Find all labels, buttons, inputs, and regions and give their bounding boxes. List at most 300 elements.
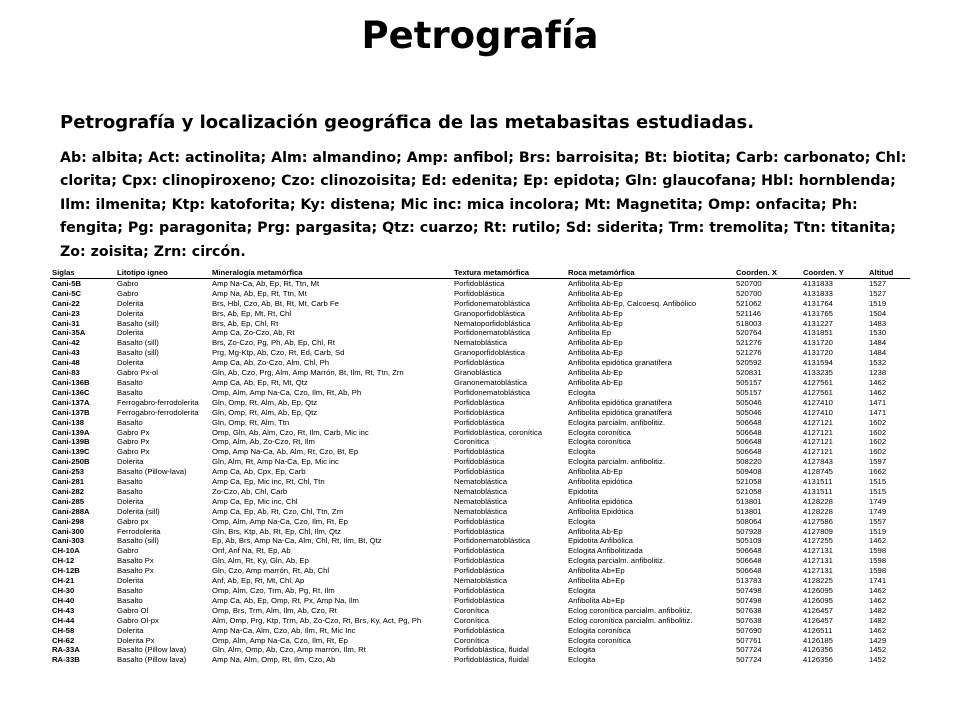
cell-litotipo: Gabro Px: [117, 447, 150, 457]
cell-coord-y: 4127561: [803, 387, 833, 397]
cell-litotipo: Basalto Px: [117, 566, 154, 576]
cell-textura: Porfidonematoblástica: [454, 328, 531, 338]
table-row: [50, 319, 910, 329]
header-coord-x: Coorden. X: [734, 268, 801, 278]
abbreviation-legend: Ab: albita; Act: actinolita; Alm: almandino; Amp: anfibol; Brs: barroisita; Bt: biotita; Carb: carbonato; Chl: clorita; Cpx: clinopiroxeno; Czo: clinozoisita; Ed: edenita; Ep: epidota; Gln: glaucofana; Hbl: hornblenda; Ilm: ilmenita; Ktp: katoforita; Ky: distena; Mic inc: mica incolora; Mt: Magnetita; Omp: onfacita; Ph: fengita; Pg: paragonita; Prg: pargasita; Qtz: cuarzo; Rt: rutilo; Sd: siderita; Trm: tremolita; Ttn: titanita; Zo: zoisita; Zrn: circón.: [60, 150, 907, 260]
cell-litotipo: Dolerita: [117, 298, 144, 308]
cell-coord-x: 521146: [736, 308, 762, 318]
table-row: [50, 428, 910, 438]
cell-roca: Eclogita coronítica: [568, 427, 631, 437]
table-row: [50, 309, 910, 319]
cell-litotipo: Basalto: [117, 586, 143, 595]
cell-altitud: 1483: [869, 318, 887, 328]
header-coord-y: Coorden. Y: [801, 268, 867, 278]
cell-coord-y: 4126511: [803, 625, 833, 635]
cell-textura: Porfidoblástica: [454, 625, 505, 635]
slide-subtitle: Petrografía y localización geográfica de las metabasitas estudiadas.: [60, 112, 755, 133]
cell-litotipo: Gabro: [117, 288, 139, 298]
cell-coord-y: 4126356: [803, 645, 833, 655]
cell-mineralogia: Omp, Brs, Trm, Alm, Ilm, Ab, Czo, Rt: [212, 605, 337, 615]
cell-litotipo: Ferrogabro-ferrodolerita: [117, 407, 199, 417]
cell-roca: Eclog coronítica parcialm. anfibolitiz.: [568, 605, 693, 615]
cell-mineralogia: Omp, Gln, Ab, Alm, Czo, Rt, Ilm, Carb, Mic inc: [212, 427, 369, 437]
cell-coord-y: 4131765: [803, 308, 833, 318]
cell-coord-y: 4131720: [803, 338, 833, 348]
cell-mineralogia: Amp Na-Ca, Ab, Ep, Rt, Ttn, Mt: [212, 278, 320, 288]
cell-roca: Anfibolita Ep: [568, 328, 612, 338]
cell-coord-y: 4128228: [803, 506, 833, 516]
cell-roca: Anfibolita epidótica: [568, 496, 633, 506]
table-row: [50, 645, 910, 655]
cell-siglas: CH-44: [52, 615, 75, 625]
cell-coord-y: 4127121: [803, 437, 833, 447]
cell-coord-y: 4127586: [803, 516, 833, 526]
cell-coord-y: 4127131: [803, 566, 833, 576]
cell-textura: Porfidoblástica: [454, 546, 505, 556]
cell-mineralogia: Zo-Czo, Ab, Chl, Carb: [212, 486, 288, 496]
cell-textura: Porfidoblástica: [454, 595, 505, 605]
cell-siglas: Cani-139C: [52, 447, 90, 457]
cell-altitud: 1602: [869, 427, 887, 437]
cell-siglas: Cani-136C: [52, 387, 90, 397]
header-siglas: Siglas: [50, 268, 115, 278]
cell-litotipo: Dolerita: [117, 457, 144, 467]
cell-altitud: 1482: [869, 615, 887, 625]
cell-altitud: 1598: [869, 556, 887, 566]
cell-coord-y: 4131851: [803, 328, 833, 338]
cell-mineralogia: Gln, Brs, Ktp, Ab, Rt, Ep, Chl, Ilm, Qtz: [212, 526, 342, 536]
cell-siglas: RA-33B: [52, 655, 80, 665]
cell-litotipo: Basalto: [117, 486, 143, 496]
table-row: [50, 507, 910, 517]
cell-textura: Coronítica: [454, 437, 490, 447]
cell-altitud: 1602: [869, 437, 887, 447]
cell-roca: Anfibolita Ab-Ep: [568, 368, 623, 378]
table-row: [50, 626, 910, 636]
cell-altitud: 1741: [869, 576, 887, 586]
cell-mineralogia: Omp, Alm, Amp Na-Ca, Czo, Ilm, Rt, Ep: [212, 635, 348, 645]
cell-mineralogia: Amp Ca, Ab, Zo-Czo, Alm, Chl, Ph: [212, 358, 330, 368]
cell-altitud: 1598: [869, 546, 887, 556]
slide-title: Petrografía: [361, 14, 599, 57]
cell-siglas: CH-21: [52, 576, 75, 586]
cell-altitud: 1452: [869, 655, 887, 665]
cell-siglas: Cani-31: [52, 318, 80, 328]
cell-coord-x: 505046: [736, 407, 762, 417]
cell-altitud: 1504: [869, 308, 887, 318]
cell-textura: Nematoblástica: [454, 506, 507, 516]
cell-roca: Eclogita coronítica: [568, 635, 631, 645]
cell-roca: Eclogita: [568, 447, 596, 457]
cell-siglas: Cani-282: [52, 486, 85, 496]
cell-litotipo: Basalto (sill): [117, 348, 159, 358]
cell-textura: Nematoblástica: [454, 477, 507, 487]
cell-litotipo: Gabro px: [117, 516, 149, 526]
table-row: [50, 566, 910, 576]
cell-siglas: CH-43: [52, 605, 75, 615]
cell-textura: Nematoblástica: [454, 338, 507, 348]
cell-coord-y: 4131720: [803, 348, 833, 358]
cell-roca: Anfibolita Ab-Ep, Calcoesq. Anfibólico: [568, 298, 697, 308]
cell-roca: Anfibolita epidótica granatífera: [568, 407, 672, 417]
cell-coord-y: 4126185: [803, 635, 833, 645]
table-row: [50, 278, 910, 288]
cell-coord-x: 507498: [736, 595, 762, 605]
cell-textura: Porfidoblástica: [454, 407, 505, 417]
cell-coord-y: 4126095: [803, 586, 833, 595]
cell-litotipo: Dolerita: [117, 576, 144, 586]
cell-coord-x: 507498: [736, 586, 762, 595]
cell-mineralogia: Brs, Hbl, Czo, Ab, Bt, Rt, Mt, Carb Fe: [212, 298, 339, 308]
table-row: [50, 606, 910, 616]
cell-coord-y: 4127121: [803, 447, 833, 457]
header-litotipo: Litotipo igneo: [115, 268, 210, 278]
cell-textura: Porfidoblástica: [454, 556, 505, 566]
cell-coord-x: 508220: [736, 457, 762, 467]
cell-coord-x: 507928: [736, 526, 762, 536]
cell-textura: Granonematoblástica: [454, 377, 528, 387]
cell-mineralogia: Brs, Ab, Ep, Chl, Rt: [212, 318, 279, 328]
cell-coord-x: 507724: [736, 655, 762, 665]
cell-altitud: 1452: [869, 645, 887, 655]
cell-coord-x: 508064: [736, 516, 762, 526]
cell-coord-y: 4127255: [803, 536, 833, 546]
cell-altitud: 1530: [869, 328, 887, 338]
cell-roca: Anfibolita Ab-Ep: [568, 318, 623, 328]
cell-litotipo: Gabro Px: [117, 437, 150, 447]
cell-textura: Porfidoblástica, fluidal: [454, 655, 529, 665]
cell-mineralogia: Onf, Anf Na, Rt, Ep, Ab: [212, 546, 291, 556]
cell-roca: Eclogita parcialm. anfibolitiz.: [568, 556, 665, 566]
cell-coord-x: 521276: [736, 348, 762, 358]
cell-mineralogia: Gln, Omp, Rt, Alm, Ab, Ep, Qtz: [212, 407, 318, 417]
cell-siglas: Cani-5B: [52, 278, 82, 288]
cell-coord-y: 4127121: [803, 417, 833, 427]
cell-mineralogia: Amp Ca, Ep, Mic inc, Chl: [212, 496, 298, 506]
cell-siglas: Cani-285: [52, 496, 85, 506]
cell-altitud: 1471: [869, 407, 887, 417]
cell-coord-x: 506648: [736, 447, 762, 457]
cell-roca: Anfibolita Ab-Ep: [568, 288, 623, 298]
table-row: [50, 546, 910, 556]
cell-roca: Anfibolita Ab-Ep: [568, 338, 623, 348]
cell-mineralogia: Gln, Omp, Rt, Alm, Ab, Ep, Qtz: [212, 397, 318, 407]
cell-mineralogia: Gln, Omp, Rt, Alm, Ttn: [212, 417, 290, 427]
cell-siglas: Cani-253: [52, 467, 85, 477]
cell-coord-x: 506648: [736, 546, 762, 556]
cell-roca: Eclogita Anfibolitizada: [568, 546, 643, 556]
cell-siglas: Cani-35A: [52, 328, 86, 338]
table-row: [50, 437, 910, 447]
table-body: [50, 278, 910, 665]
cell-textura: Porfidonematoblástica: [454, 298, 531, 308]
cell-roca: Eclogita coronítica: [568, 625, 631, 635]
cell-textura: Porfidoblástica: [454, 516, 505, 526]
cell-litotipo: Basalto (Pillow lava): [117, 645, 187, 655]
cell-altitud: 1557: [869, 516, 887, 526]
cell-roca: Anfibolita Ab-Ep: [568, 278, 623, 288]
cell-siglas: CH-12: [52, 556, 75, 566]
cell-altitud: 1462: [869, 586, 887, 595]
cell-textura: Porfidoblástica, coronítica: [454, 427, 543, 437]
cell-coord-x: 506648: [736, 417, 762, 427]
header-textura: Textura metamórfica: [452, 268, 566, 278]
cell-roca: Eclogita: [568, 387, 596, 397]
cell-siglas: Cani-303: [52, 536, 85, 546]
cell-altitud: 1462: [869, 377, 887, 387]
cell-mineralogia: Amp Ca, Ep, Ab, Rt, Czo, Chl, Ttn, Zrn: [212, 506, 344, 516]
cell-roca: Anfibolita Epidótica: [568, 506, 634, 516]
cell-coord-x: 520700: [736, 288, 762, 298]
cell-textura: Porfidoblástica: [454, 397, 505, 407]
cell-altitud: 1749: [869, 506, 887, 516]
cell-litotipo: Gabro: [117, 278, 139, 288]
cell-siglas: Cani-137B: [52, 407, 90, 417]
cell-altitud: 1462: [869, 387, 887, 397]
cell-roca: Anfibolita Ab-Ep: [568, 467, 623, 477]
cell-coord-y: 4131227: [803, 318, 833, 328]
cell-mineralogia: Prg, Mg-Ktp, Ab, Czo, Rt, Ed, Carb, Sd: [212, 348, 345, 358]
cell-coord-x: 506648: [736, 427, 762, 437]
cell-litotipo: Basalto (sill): [117, 318, 159, 328]
cell-coord-y: 4127410: [803, 397, 833, 407]
cell-siglas: Cani-300: [52, 526, 85, 536]
table-row: [50, 348, 910, 358]
cell-coord-x: 513801: [736, 506, 762, 516]
cell-coord-y: 4128228: [803, 496, 833, 506]
cell-coord-y: 4131594: [803, 358, 833, 368]
table-row: [50, 378, 910, 388]
cell-roca: Anfibolita Ab+Ep: [568, 566, 625, 576]
cell-mineralogia: Ep, Ab, Brs, Amp Na-Ca, Alm, Chl, Rt, Ilm, Bt, Qtz: [212, 536, 382, 546]
table-row: [50, 556, 910, 566]
cell-litotipo: Dolerita: [117, 308, 144, 318]
cell-mineralogia: Gln, Ab, Czo, Prg, Alm, Amp Marrón, Bt, Ilm, Rt, Ttn, Zrn: [212, 368, 404, 378]
cell-mineralogia: Alm, Omp, Prg, Ktp, Trm, Ab, Zo-Czo, Rt, Brs, Ky, Act, Pg, Ph: [212, 615, 422, 625]
cell-coord-x: 513783: [736, 576, 762, 586]
cell-mineralogia: Omp, Alm, Czo, Trm, Ab, Pg, Rt, Ilm: [212, 586, 335, 595]
cell-litotipo: Gabro: [117, 546, 139, 556]
cell-textura: Porfidoblástica: [454, 457, 505, 467]
table-row: [50, 368, 910, 378]
cell-litotipo: Ferrodolerita: [117, 526, 161, 536]
cell-roca: Anfibolita epidótica granatífera: [568, 397, 672, 407]
cell-siglas: Cani-139B: [52, 437, 90, 447]
cell-textura: Nematoblástica: [454, 576, 507, 586]
cell-coord-x: 505109: [736, 536, 762, 546]
table-row: [50, 289, 910, 299]
cell-altitud: 1519: [869, 526, 887, 536]
cell-siglas: CH-10A: [52, 546, 80, 556]
cell-textura: Porfidoblástica: [454, 526, 505, 536]
cell-mineralogia: Amp Ca, Ab, Ep, Rt, Mt, Qtz: [212, 377, 308, 387]
cell-roca: Anfibolita epidótica granatífera: [568, 358, 672, 368]
cell-roca: Anfibolita Ab+Ep: [568, 576, 625, 586]
cell-coord-y: 4127131: [803, 556, 833, 566]
cell-litotipo: Basalto: [117, 387, 143, 397]
cell-altitud: 1484: [869, 348, 887, 358]
cell-siglas: Cani-22: [52, 298, 80, 308]
cell-textura: Nematoblástica: [454, 486, 507, 496]
cell-siglas: CH-12B: [52, 566, 80, 576]
cell-roca: Eclogita coronítica: [568, 437, 631, 447]
cell-litotipo: Basalto: [117, 477, 143, 487]
cell-coord-x: 507638: [736, 605, 762, 615]
cell-altitud: 1602: [869, 417, 887, 427]
cell-roca: Anfibolita Ab-Ep: [568, 377, 623, 387]
cell-litotipo: Basalto (Pillow lava): [117, 655, 187, 665]
cell-roca: Anfibolita Ab-Ep: [568, 348, 623, 358]
cell-siglas: Cani-136B: [52, 377, 90, 387]
cell-litotipo: Basalto (sill): [117, 536, 159, 546]
cell-roca: Epidotita: [568, 486, 598, 496]
cell-textura: Porfidoblástica: [454, 288, 505, 298]
cell-coord-x: 507638: [736, 615, 762, 625]
cell-siglas: Cani-42: [52, 338, 80, 348]
cell-textura: Porfidoblástica: [454, 447, 505, 457]
cell-coord-x: 506648: [736, 437, 762, 447]
cell-siglas: Cani-138: [52, 417, 85, 427]
table-row: [50, 527, 910, 537]
table-row: [50, 408, 910, 418]
cell-coord-x: 513801: [736, 496, 762, 506]
table-row: [50, 398, 910, 408]
cell-coord-y: 4126356: [803, 655, 833, 665]
cell-mineralogia: Anf, Ab, Ep, Rt, Mt, Chl, Ap: [212, 576, 305, 586]
cell-coord-y: 4127121: [803, 427, 833, 437]
table-row: [50, 457, 910, 467]
cell-mineralogia: Brs, Ab, Ep, Mt, Rt, Chl: [212, 308, 292, 318]
cell-litotipo: Gabro Px-ol: [117, 368, 159, 378]
cell-mineralogia: Amp Ca, Ab, Cpx, Ep, Carb: [212, 467, 306, 477]
petrography-table: [50, 268, 910, 665]
cell-mineralogia: Amp Ca, Ep, Mic inc, Rt, Chl, Ttn: [212, 477, 325, 487]
cell-mineralogia: Brs, Zo-Czo, Pg, Ph, Ab, Ep, Chl, Rt: [212, 338, 336, 348]
cell-textura: Porfidoblástica: [454, 417, 505, 427]
cell-coord-x: 507690: [736, 625, 762, 635]
table-row: [50, 586, 910, 596]
cell-coord-y: 4131511: [803, 486, 833, 496]
cell-litotipo: Gabro Px: [117, 427, 150, 437]
cell-mineralogia: Amp Ca, Zo-Czo, Ab, Rt: [212, 328, 295, 338]
cell-siglas: Cani-137A: [52, 397, 90, 407]
cell-altitud: 1462: [869, 595, 887, 605]
cell-roca: Eclogita: [568, 645, 596, 655]
cell-mineralogia: Omp, Alm, Ab, Zo-Czo, Rt, Ilm: [212, 437, 315, 447]
cell-altitud: 1515: [869, 477, 887, 487]
cell-coord-y: 4126457: [803, 615, 833, 625]
cell-coord-y: 4127843: [803, 457, 833, 467]
cell-textura: Porfidoblástica, fluidal: [454, 645, 529, 655]
cell-textura: Porfidoblástica: [454, 586, 505, 595]
cell-altitud: 1602: [869, 447, 887, 457]
table-row: [50, 497, 910, 507]
cell-coord-x: 507724: [736, 645, 762, 655]
cell-siglas: Cani-250B: [52, 457, 90, 467]
cell-litotipo: Basalto: [117, 595, 143, 605]
cell-coord-y: 4131833: [803, 288, 833, 298]
cell-litotipo: Basalto (sill): [117, 338, 159, 348]
cell-litotipo: Dolerita: [117, 328, 144, 338]
cell-litotipo: Dolerita Px: [117, 635, 155, 645]
cell-textura: Coronítica: [454, 605, 490, 615]
cell-coord-x: 521058: [736, 486, 762, 496]
cell-coord-y: 4127410: [803, 407, 833, 417]
cell-litotipo: Gabro Ol: [117, 605, 149, 615]
cell-roca: Eclogita parcialm. anfibolitiz.: [568, 457, 665, 467]
cell-roca: Eclogita: [568, 655, 596, 665]
cell-mineralogia: Omp, Alm, Amp Na-Ca, Czo, Ilm, Rt, Ep: [212, 516, 348, 526]
cell-litotipo: Gabro Ol-px: [117, 615, 159, 625]
cell-altitud: 1527: [869, 288, 887, 298]
cell-coord-x: 520700: [736, 278, 762, 288]
cell-textura: Granoporfidoblástica: [454, 348, 525, 358]
cell-altitud: 1662: [869, 467, 887, 477]
cell-mineralogia: Gln, Alm, Omp, Ab, Czo, Amp marrón, Ilm, Rt: [212, 645, 366, 655]
cell-litotipo: Dolerita: [117, 496, 144, 506]
table-header-row: [50, 268, 910, 278]
cell-coord-y: 4127809: [803, 526, 833, 536]
cell-roca: Anfibolita Ab-Ep: [568, 308, 623, 318]
cell-siglas: Cani-5C: [52, 288, 82, 298]
cell-siglas: Cani-48: [52, 358, 80, 368]
cell-altitud: 1471: [869, 397, 887, 407]
cell-coord-y: 4127561: [803, 377, 833, 387]
table-row: [50, 576, 910, 586]
cell-mineralogia: Omp, Alm, Amp Na-Ca, Czo, Ilm, Rt, Ab, Ph: [212, 387, 362, 397]
cell-siglas: CH-62: [52, 635, 75, 645]
cell-siglas: RA-33A: [52, 645, 80, 655]
cell-coord-x: 521276: [736, 338, 762, 348]
cell-coord-x: 506648: [736, 556, 762, 566]
table-row: [50, 328, 910, 338]
cell-litotipo: Dolerita (sill): [117, 506, 160, 516]
table-row: [50, 655, 910, 665]
cell-altitud: 1532: [869, 358, 887, 368]
cell-altitud: 1515: [869, 486, 887, 496]
cell-altitud: 1462: [869, 625, 887, 635]
cell-altitud: 1429: [869, 635, 887, 645]
cell-coord-y: 4128225: [803, 576, 833, 586]
table-row: [50, 338, 910, 348]
cell-textura: Porfidoblástica: [454, 278, 505, 288]
cell-coord-y: 4127131: [803, 546, 833, 556]
cell-altitud: 1519: [869, 298, 887, 308]
cell-coord-y: 4131833: [803, 278, 833, 288]
cell-coord-y: 4131764: [803, 298, 833, 308]
cell-mineralogia: Gln, Czo, Amp marrón, Rt, Ab, Chl: [212, 566, 330, 576]
cell-litotipo: Basalto: [117, 377, 143, 387]
table-row: [50, 467, 910, 477]
cell-litotipo: Basalto: [117, 417, 143, 427]
cell-coord-y: 4133235: [803, 368, 833, 378]
table-row: [50, 517, 910, 527]
cell-coord-x: 509408: [736, 467, 762, 477]
table-row: [50, 636, 910, 646]
cell-textura: Coronítica: [454, 615, 490, 625]
cell-textura: Granoblástica: [454, 368, 502, 378]
table-row: [50, 299, 910, 309]
cell-roca: Epidotita Anfibólica: [568, 536, 633, 546]
cell-mineralogia: Gln, Alm, Rt, Ky, Gln, Ab, Ep: [212, 556, 309, 566]
cell-coord-x: 518003: [736, 318, 762, 328]
cell-altitud: 1482: [869, 605, 887, 615]
cell-roca: Eclogita parcialm. anfibolitiz.: [568, 417, 665, 427]
cell-textura: Porfidoblástica: [454, 467, 505, 477]
cell-coord-y: 4126095: [803, 595, 833, 605]
cell-coord-x: 505046: [736, 397, 762, 407]
cell-litotipo: Dolerita: [117, 358, 144, 368]
